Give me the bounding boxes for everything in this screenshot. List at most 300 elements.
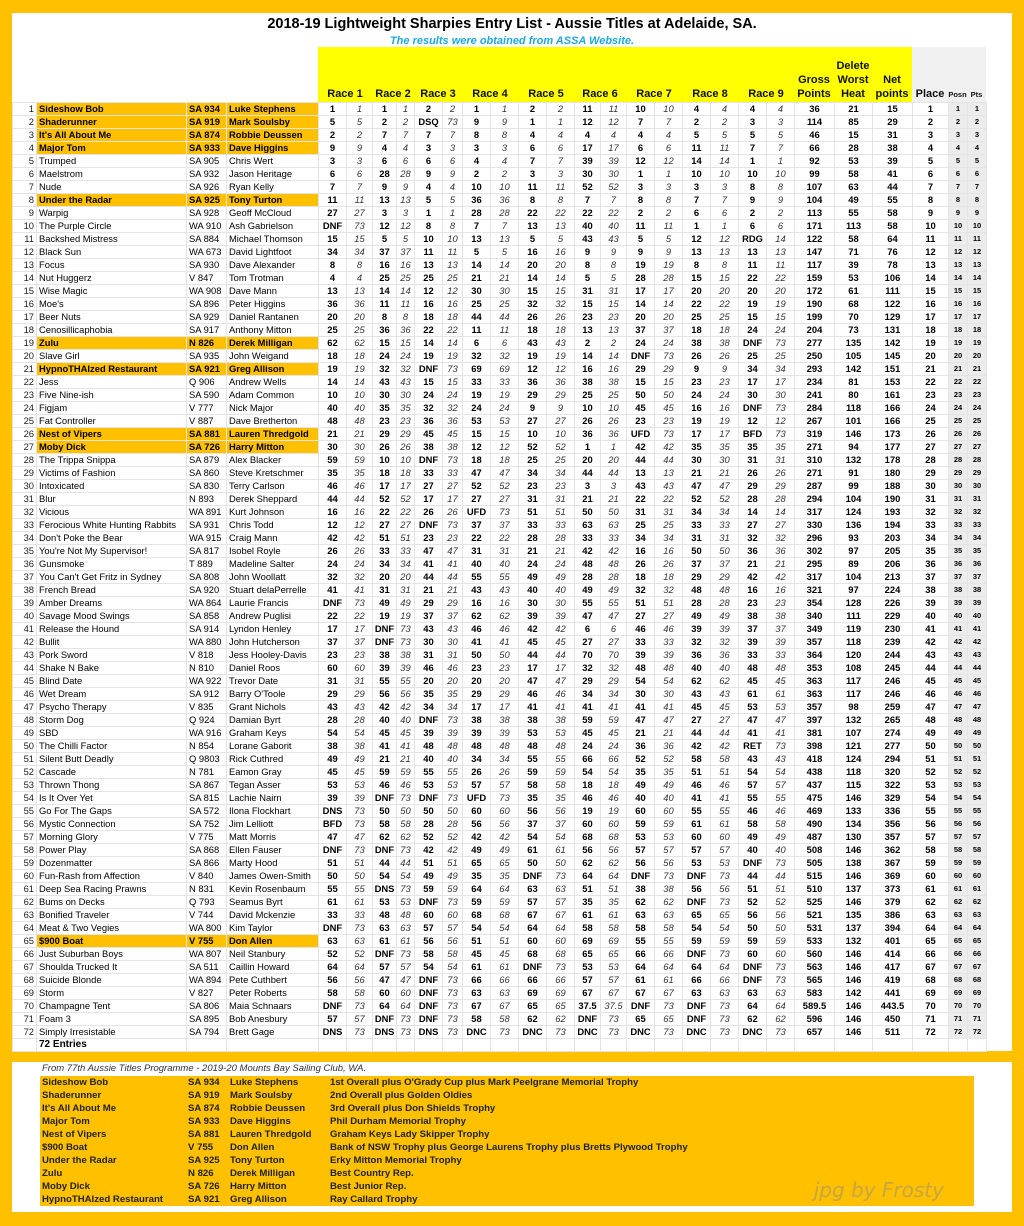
- race-points: 24: [347, 558, 373, 571]
- deleted-heat: 146: [835, 1013, 873, 1026]
- race-points: 51: [347, 857, 373, 870]
- race-result: 17: [463, 701, 491, 714]
- sail-number: SA 930: [187, 259, 227, 272]
- gross-points: 287: [795, 480, 835, 493]
- gross-points: 531: [795, 922, 835, 935]
- table-row: [13, 649, 987, 662]
- race-result: 63: [683, 987, 711, 1000]
- row-number: 45: [13, 675, 37, 688]
- race-result: 41: [319, 584, 347, 597]
- race-result: 54: [373, 870, 397, 883]
- place: 41: [913, 623, 949, 636]
- deleted-heat: 98: [835, 701, 873, 714]
- trophy-award: Best Junior Rep.: [330, 1181, 407, 1192]
- sail-number: WA 910: [187, 220, 227, 233]
- race-points: 42: [547, 623, 575, 636]
- race-points: 68: [491, 909, 519, 922]
- race-result: 10: [519, 428, 547, 441]
- race-points: 31: [711, 532, 739, 545]
- table-row: [13, 571, 987, 584]
- net-points: 414: [873, 948, 913, 961]
- race-points: 13: [767, 246, 795, 259]
- deleted-heat: 71: [835, 246, 873, 259]
- race-points: 59: [491, 896, 519, 909]
- posn: 37: [949, 571, 968, 584]
- race-result: 64: [575, 870, 601, 883]
- posn: 19: [949, 337, 968, 350]
- deleted-heat: 58: [835, 168, 873, 181]
- race-result: BFD: [739, 428, 767, 441]
- skipper-name: Isobel Royle: [227, 545, 319, 558]
- race-points: 63: [491, 987, 519, 1000]
- gross-points: 363: [795, 675, 835, 688]
- race-result: 69: [575, 935, 601, 948]
- skipper-name: Seamus Byrt: [227, 896, 319, 909]
- place: 69: [913, 987, 949, 1000]
- row-number: 50: [13, 740, 37, 753]
- race-points: 36: [547, 376, 575, 389]
- table-row: [13, 272, 987, 285]
- sail-number: WA 916: [187, 727, 227, 740]
- pts: 32: [968, 506, 987, 519]
- boat-name: Trumped: [37, 155, 187, 168]
- trophy-boat: HypnoTHAIzed Restaurant: [42, 1194, 163, 1205]
- race-result: 15: [519, 285, 547, 298]
- race-points: 2: [397, 116, 415, 129]
- skipper-name: Dave Alexander: [227, 259, 319, 272]
- race-result: 11: [373, 298, 397, 311]
- skipper-name: Lyndon Henley: [227, 623, 319, 636]
- race-result: 23: [519, 480, 547, 493]
- race-result: 37: [463, 519, 491, 532]
- race-result: 23: [575, 311, 601, 324]
- sail-number: SA 925: [187, 194, 227, 207]
- posn: 8: [949, 194, 968, 207]
- race-points: 54: [655, 675, 683, 688]
- boat-name: Dozenmatter: [37, 857, 187, 870]
- empty-cell: [683, 1039, 711, 1052]
- race-points: 32: [397, 363, 415, 376]
- race-points: 50: [491, 649, 519, 662]
- race-points: 42: [767, 571, 795, 584]
- deleted-heat: 55: [835, 207, 873, 220]
- race-points: 63: [601, 519, 627, 532]
- race-result: 31: [575, 285, 601, 298]
- race-result: 51: [415, 857, 443, 870]
- posn: 44: [949, 662, 968, 675]
- boat-name: Morning Glory: [37, 831, 187, 844]
- posn: 68: [949, 974, 968, 987]
- race-result: 49: [319, 753, 347, 766]
- pts: 8: [968, 194, 987, 207]
- race-result: 26: [463, 766, 491, 779]
- race-result: 24: [519, 558, 547, 571]
- race-points: 29: [601, 675, 627, 688]
- race-points: 23: [767, 597, 795, 610]
- race-points: 73: [655, 350, 683, 363]
- net-points: 239: [873, 636, 913, 649]
- skipper-name: Pete Cuthbert: [227, 974, 319, 987]
- row-number: 26: [13, 428, 37, 441]
- race-points: 57: [711, 844, 739, 857]
- race-result: 50: [463, 649, 491, 662]
- race-points: 6: [767, 220, 795, 233]
- gross-points: 565: [795, 974, 835, 987]
- race-points: 35: [601, 896, 627, 909]
- race-points: 7: [711, 194, 739, 207]
- race-result: 42: [575, 545, 601, 558]
- race-points: 26: [547, 311, 575, 324]
- deleted-heat: 97: [835, 584, 873, 597]
- race-result: 10: [739, 168, 767, 181]
- race-result: 20: [373, 571, 397, 584]
- deleted-heat: 89: [835, 558, 873, 571]
- race-points: 56: [491, 818, 519, 831]
- race-points: 42: [655, 441, 683, 454]
- race-result: 34: [319, 246, 347, 259]
- race-result: 23: [373, 415, 397, 428]
- race-result: 1: [575, 441, 601, 454]
- place: 5: [913, 155, 949, 168]
- race-result: 14: [373, 285, 397, 298]
- race-points: 11: [397, 298, 415, 311]
- race-result: 2: [739, 207, 767, 220]
- sail-number: WA 807: [187, 948, 227, 961]
- place: 22: [913, 376, 949, 389]
- posn: 9: [949, 207, 968, 220]
- place: 57: [913, 831, 949, 844]
- place: 3: [913, 129, 949, 142]
- boat-name: Under the Radar: [37, 194, 187, 207]
- trophy-sail: SA 921: [188, 1194, 220, 1205]
- race-points: 57: [547, 896, 575, 909]
- race-result: 34: [463, 753, 491, 766]
- table-row: [13, 883, 987, 896]
- empty-cell: [739, 1039, 767, 1052]
- sail-number: SA 881: [187, 428, 227, 441]
- race-points: 63: [347, 935, 373, 948]
- net-points: 213: [873, 571, 913, 584]
- race-result: 43: [373, 376, 397, 389]
- deleted-heat: 146: [835, 1026, 873, 1039]
- row-number: 55: [13, 805, 37, 818]
- race-points: 23: [397, 415, 415, 428]
- race-result: 26: [519, 311, 547, 324]
- race-points: 26: [491, 766, 519, 779]
- race-points: 18: [547, 324, 575, 337]
- table-row: [13, 168, 987, 181]
- deleted-heat: 101: [835, 415, 873, 428]
- race-result: 60: [739, 948, 767, 961]
- race-result: 46: [575, 792, 601, 805]
- sail-number: WA 894: [187, 974, 227, 987]
- race-points: 35: [397, 402, 415, 415]
- race-result: 38: [575, 376, 601, 389]
- race-result: 28: [739, 493, 767, 506]
- race-result: 21: [415, 584, 443, 597]
- skipper-name: David Mckenzie: [227, 909, 319, 922]
- race-result: 47: [627, 714, 655, 727]
- table-row: [13, 532, 987, 545]
- race-points: 55: [601, 597, 627, 610]
- trophy-skipper: Tony Turton: [230, 1155, 285, 1166]
- posn: 67: [949, 961, 968, 974]
- row-number: 42: [13, 636, 37, 649]
- race-result: 20: [575, 454, 601, 467]
- empty-cell: [795, 1039, 835, 1052]
- sail-number: WA 922: [187, 675, 227, 688]
- sail-number: WA 864: [187, 597, 227, 610]
- race-points: 4: [655, 129, 683, 142]
- race-points: 47: [491, 467, 519, 480]
- race-result: 32: [519, 298, 547, 311]
- race-result: 29: [575, 675, 601, 688]
- row-number: 18: [13, 324, 37, 337]
- race-result: 28: [415, 818, 443, 831]
- race-points: 30: [655, 688, 683, 701]
- race-result: 21: [627, 727, 655, 740]
- race-points: 43: [711, 688, 739, 701]
- race-result: 63: [463, 987, 491, 1000]
- pts: 28: [968, 454, 987, 467]
- race-points: 66: [601, 753, 627, 766]
- trophy-sail: SA 919: [188, 1090, 220, 1101]
- race-result: 61: [319, 896, 347, 909]
- net-points: 15: [873, 103, 913, 116]
- race-result: 63: [373, 922, 397, 935]
- deleted-heat: 146: [835, 428, 873, 441]
- race-points: 54: [443, 961, 463, 974]
- race-result: 55: [627, 935, 655, 948]
- sail-number: Q 924: [187, 714, 227, 727]
- gross-points: 319: [795, 428, 835, 441]
- posn: 30: [949, 480, 968, 493]
- trophy-sail: N 826: [188, 1168, 214, 1179]
- race-result: 58: [373, 818, 397, 831]
- boat-name: Maelstrom: [37, 168, 187, 181]
- race-result: 51: [319, 857, 347, 870]
- race-points: 38: [347, 740, 373, 753]
- race-result: 25: [319, 324, 347, 337]
- row-number: 48: [13, 714, 37, 727]
- race-result: 56: [415, 935, 443, 948]
- place: 43: [913, 649, 949, 662]
- row-number: 53: [13, 779, 37, 792]
- race-result: 30: [575, 168, 601, 181]
- race-result: 38: [373, 649, 397, 662]
- trophy-boat: $900 Boat: [42, 1142, 88, 1153]
- race-points: 12: [655, 155, 683, 168]
- net-points: 320: [873, 766, 913, 779]
- race-points: 44: [601, 467, 627, 480]
- race-result: 67: [575, 987, 601, 1000]
- race-result: 6: [319, 168, 347, 181]
- posn: 58: [949, 844, 968, 857]
- skipper-name: Kim Taylor: [227, 922, 319, 935]
- race-result: DNC: [739, 1026, 767, 1039]
- race-result: 44: [463, 311, 491, 324]
- race-result: 64: [519, 922, 547, 935]
- race-result: 2: [373, 116, 397, 129]
- race-result: 7: [319, 181, 347, 194]
- race-points: 24: [655, 337, 683, 350]
- race-points: 62: [397, 831, 415, 844]
- race-result: 41: [683, 792, 711, 805]
- gross-points: 357: [795, 636, 835, 649]
- empty-cell: [373, 1039, 397, 1052]
- delete-header: Worst: [837, 74, 869, 86]
- race-points: 65: [491, 857, 519, 870]
- pts: 58: [968, 844, 987, 857]
- race-points: 64: [491, 883, 519, 896]
- race-points: 14: [443, 337, 463, 350]
- pts: 67: [968, 961, 987, 974]
- race-points: 73: [767, 402, 795, 415]
- empty-cell: [187, 1039, 227, 1052]
- table-row: [13, 428, 987, 441]
- race-points: 63: [397, 922, 415, 935]
- trophy-row: [40, 1167, 974, 1180]
- race-result: 35: [463, 870, 491, 883]
- race-result: 56: [463, 818, 491, 831]
- race-points: 57: [397, 961, 415, 974]
- race-result: DNF: [683, 1013, 711, 1026]
- deleted-heat: 119: [835, 623, 873, 636]
- results-table: [12, 102, 987, 1052]
- race-result: 42: [519, 623, 547, 636]
- boat-name: Slave Girl: [37, 350, 187, 363]
- place: 15: [913, 285, 949, 298]
- race-points: 50: [443, 805, 463, 818]
- race-points: 59: [347, 454, 373, 467]
- pts: 50: [968, 740, 987, 753]
- race-result: 12: [373, 220, 397, 233]
- gross-points: 487: [795, 831, 835, 844]
- row-number: 13: [13, 259, 37, 272]
- race-points: 66: [491, 974, 519, 987]
- race-result: 30: [519, 597, 547, 610]
- sail-number: SA 914: [187, 623, 227, 636]
- table-row: [13, 246, 987, 259]
- race-points: 43: [601, 233, 627, 246]
- race-points: 46: [491, 623, 519, 636]
- boat-name: Thrown Thong: [37, 779, 187, 792]
- row-number: 68: [13, 974, 37, 987]
- race-points: 56: [443, 935, 463, 948]
- boat-name: Intoxicated: [37, 480, 187, 493]
- boat-name: Psycho Therapy: [37, 701, 187, 714]
- row-number: 4: [13, 142, 37, 155]
- race-result: 43: [519, 337, 547, 350]
- race-points: 18: [655, 571, 683, 584]
- boat-name: Jess: [37, 376, 187, 389]
- race-result: 21: [373, 753, 397, 766]
- trophy-skipper: Derek Milligan: [230, 1168, 296, 1179]
- place: 59: [913, 857, 949, 870]
- race-result: 24: [463, 402, 491, 415]
- race-result: 56: [373, 688, 397, 701]
- row-number: 14: [13, 272, 37, 285]
- race-result: 14: [463, 259, 491, 272]
- sail-number: SA 806: [187, 1000, 227, 1013]
- gross-points: 381: [795, 727, 835, 740]
- race-result: 2: [575, 337, 601, 350]
- gross-points: 563: [795, 961, 835, 974]
- posn: 32: [949, 506, 968, 519]
- boat-name: Sideshow Bob: [37, 103, 187, 116]
- race-points: 73: [443, 1000, 463, 1013]
- race-points: 27: [347, 207, 373, 220]
- race-result: 24: [319, 558, 347, 571]
- sail-number: N 854: [187, 740, 227, 753]
- race-points: 8: [443, 220, 463, 233]
- row-number: 61: [13, 883, 37, 896]
- race-points: 60: [397, 987, 415, 1000]
- race-result: 58: [627, 922, 655, 935]
- race-points: 45: [547, 636, 575, 649]
- race-result: 33: [373, 545, 397, 558]
- boat-name: Cascade: [37, 766, 187, 779]
- pts: 51: [968, 753, 987, 766]
- sail-number: SA 868: [187, 844, 227, 857]
- sail-number: WA 915: [187, 532, 227, 545]
- race-points: 4: [767, 103, 795, 116]
- race-points: 34: [491, 753, 519, 766]
- place: 46: [913, 688, 949, 701]
- race-points: 17: [347, 623, 373, 636]
- race-points: 20: [491, 675, 519, 688]
- race-result: 4: [739, 103, 767, 116]
- gross-points: 117: [795, 259, 835, 272]
- skipper-name: James Owen-Smith: [227, 870, 319, 883]
- boat-name: Five Nine-ish: [37, 389, 187, 402]
- race-points: 31: [443, 649, 463, 662]
- race-result: 6: [463, 337, 491, 350]
- sail-number: V 847: [187, 272, 227, 285]
- race-points: 35: [767, 441, 795, 454]
- table-row: [13, 753, 987, 766]
- race-result: 64: [627, 961, 655, 974]
- race-result: 57: [373, 961, 397, 974]
- race-result: 13: [519, 220, 547, 233]
- pts: 4: [968, 142, 987, 155]
- place: 11: [913, 233, 949, 246]
- race-result: 17: [627, 285, 655, 298]
- boat-name: Pork Sword: [37, 649, 187, 662]
- table-row: [13, 1000, 987, 1013]
- race-points: 1: [347, 103, 373, 116]
- race-result: 13: [627, 467, 655, 480]
- net-points: 357: [873, 831, 913, 844]
- race-result: 36: [627, 740, 655, 753]
- race-points: 46: [347, 480, 373, 493]
- race-points: 73: [397, 1026, 415, 1039]
- place: 52: [913, 766, 949, 779]
- race-result: DNF: [739, 857, 767, 870]
- place: 34: [913, 532, 949, 545]
- gross-points: 147: [795, 246, 835, 259]
- sail-number: SA 933: [187, 142, 227, 155]
- race-points: 73: [443, 1013, 463, 1026]
- race-points: 17: [601, 142, 627, 155]
- table-row: [13, 558, 987, 571]
- race-points: 8: [491, 129, 519, 142]
- race-points: 73: [547, 961, 575, 974]
- gross-points: 310: [795, 454, 835, 467]
- race-result: 41: [739, 727, 767, 740]
- race-points: 3: [601, 480, 627, 493]
- race-points: 9: [655, 246, 683, 259]
